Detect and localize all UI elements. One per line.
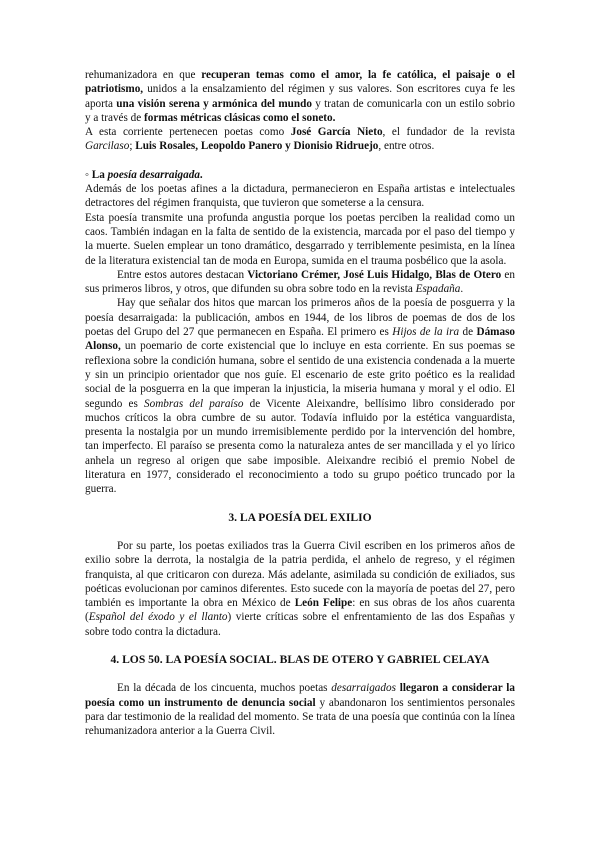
author-name: José García Nieto <box>290 126 383 139</box>
text-run: un poemario de corte existencial que lo incluye en esta corriente. En sus poemas se reflexiona sobre la condición humana, sobre el sentido de una existencia condenada a la muerte y sin un principio orientador que nos guíe. El escenario de este grito poético es la realidad social de la posguerra en la que imperan la injusticia, la miseria humana y moral y el odio. El segundo es <box>85 340 515 410</box>
text-run: Entre estos autores destacan <box>117 268 248 281</box>
text-run: de <box>459 326 477 339</box>
text-run: y tratan de comunicarla con un estilo sobrio y a través de <box>85 97 515 124</box>
paragraph-poetas-corriente <box>85 125 515 154</box>
paragraph-autores <box>85 268 515 297</box>
bold-run: . <box>199 168 203 181</box>
bullet-icon: ◦ <box>85 168 89 181</box>
document-page <box>85 68 515 738</box>
text-run: . <box>460 283 464 296</box>
author-name: Dámaso Alonso, <box>85 326 516 353</box>
paragraph-cincuenta <box>85 681 515 738</box>
paragraph-exilio <box>85 539 515 639</box>
text-run: : en sus obras de los años cuarenta ( <box>85 597 515 624</box>
text-run: Por su parte, los poetas exiliados tras la Guerra Civil escriben en los primeros años de exilio sobre la derrota, la nostalgia de la patria perdida, el anhelo de regreso, y el régimen franquista, al que criticaron con dureza. Más adelante, asimilada su condición de exiliados, sus poéticas evolucionan por caminos diferentes. Esto sucede con la mayoría de poetas del 27, pero también es importante la obra en México de <box>85 539 515 610</box>
italic-run: desarraigados <box>331 682 396 695</box>
author-names: Victoriano Crémer, José Luis Hidalgo, Blas de Otero <box>247 268 502 281</box>
text-run: A esta corriente pertenecen poetas como <box>85 126 291 139</box>
section-heading-poesia-social: 4. LOS 50. LA POESÍA SOCIAL. BLAS DE OTERO Y GABRIEL CELAYA <box>110 652 490 666</box>
text-run: unidos a la ensalzamiento del régimen y sus valores. Son escritores cuya fe les aporta <box>85 83 515 110</box>
text-run: en sus primeros libros, y otros, que difunden su obra sobre todo en la revista <box>85 268 515 296</box>
section-title: poesía desarraigada <box>107 168 200 181</box>
bold-run: llegaron a considerar la poesía como un instrumento de denuncia social <box>85 682 515 709</box>
book-title: Sombras del paraíso <box>144 397 244 410</box>
author-names: Luis Rosales, Leopoldo Panero y Dionisio Ridruejo <box>135 140 379 153</box>
text-run: , el fundador de la revista <box>382 126 515 139</box>
journal-title: Garcilaso <box>85 140 130 153</box>
section-heading-exilio: 3. LA POESÍA DEL EXILIO <box>228 510 372 524</box>
author-name: León Felipe <box>294 597 353 610</box>
paragraph-hitos <box>85 296 515 496</box>
text-run: y abandonaron los sentimientos personales para dar testimonio de la realidad del momento. Se trata de una poesía que continúa con la línea rehumanizadora anterior a la Guerra Civil. <box>85 696 516 738</box>
text-run: ) vierte críticas sobre el enfrentamiento de las dos Españas y sobre todo contra la dictadura. <box>85 611 516 638</box>
text-run: de Vicente Aleixandre, bellísimo libro considerado por muchos críticos la obra cumbre de su autor. Todavía influido por la estética vanguardista, presenta la nostalgia por un mundo irremisiblemente perdido por la intervención del hombre, tan imperfecto. El paraíso se presenta como la naturaleza antes de ser mancillada y el yo lírico anhela un regreso al origen que sabe imposible. Aleixandre recibió el premio Nobel de literatura en 1977, considerado el reconocimiento a todo su grupo poético truncado por la guerra. <box>85 397 515 496</box>
text-run: En la década de los cincuenta, muchos poetas <box>117 682 332 695</box>
text-run: ; <box>129 140 136 153</box>
text-run: rehumanizadora en que <box>85 69 202 81</box>
journal-title: Espadaña <box>415 283 461 296</box>
text-run: , entre otros. <box>378 140 435 153</box>
paragraph-angustia: Esta poesía transmite una profunda angustia porque los poetas perciben la realidad como un caos. También indagan en la falta de sentido de la existencia, marcada por el paso del tiempo y la muerte. Suelen emplear un tono dramático, desgarrado y terriblemente pesimista, en la línea de la literatura existencial tan de moda en Europa, sumida en el trauma posbélico que la asola. <box>85 211 515 267</box>
paragraph-afines: Además de los poetas afines a la dictadura, permanecieron en España artistas e intelectuales detractores del régimen franquista, que tuvieron que someterse a la censura. <box>85 183 515 210</box>
book-title: Español del éxodo y el llanto <box>88 611 228 624</box>
bold-run: La <box>91 168 108 181</box>
text-run: Hay que señalar dos hitos que marcan los primeros años de la poesía de posguerra y la poesía desarraigada: la publicación, ambos en 1944, de los libros de poemas de dos de los poetas del Grupo del 27 que permanecen en España. El primero es <box>85 297 515 339</box>
book-title: Hijos de la ira <box>392 326 460 339</box>
paragraph-rehumanizadora <box>85 68 515 125</box>
bold-run: una visión serena y armónica del mundo <box>116 97 312 110</box>
bold-run: formas métricas clásicas como el soneto. <box>144 111 336 124</box>
bold-run: recuperan temas como el amor, la fe católica, el paisaje o el patriotismo, <box>85 69 515 96</box>
section-heading-desarraigada <box>85 168 515 182</box>
